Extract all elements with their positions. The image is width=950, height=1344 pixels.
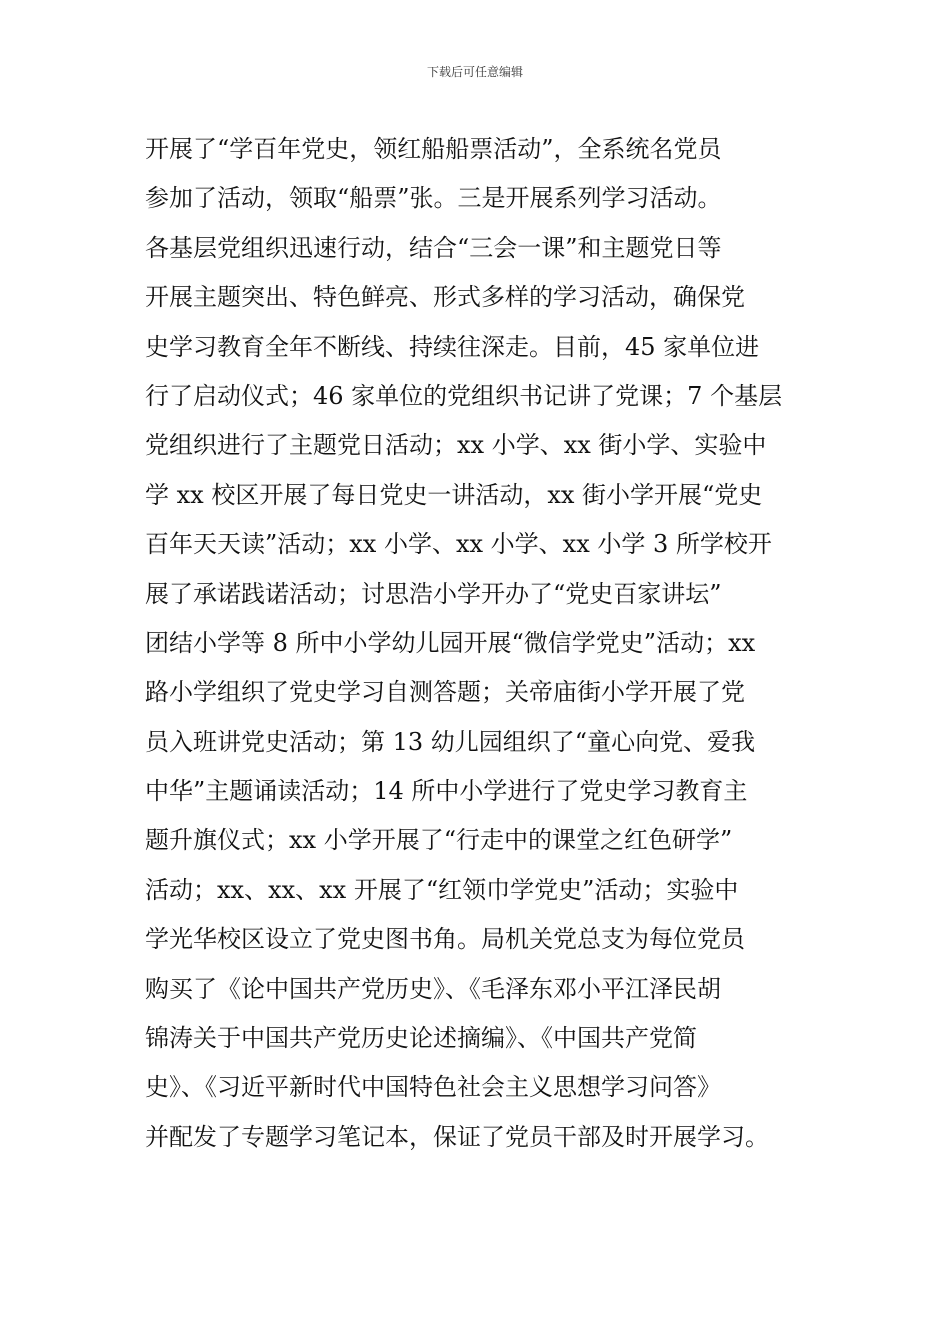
body-line: 活动；xx、xx、xx 开展了“红领巾学党史”活动；实验中 — [145, 875, 739, 904]
body-line: 并配发了专题学习笔记本，保证了党员干部及时开展学习。 — [145, 1122, 769, 1151]
body-line: 学 xx 校区开展了每日党史一讲活动，xx 街小学开展“党史 — [145, 480, 763, 509]
body-line: 各基层党组织迅速行动，结合“三会一课”和主题党日等 — [145, 233, 722, 262]
body-line: 党组织进行了主题党日活动；xx 小学、xx 街小学、实验中 — [145, 431, 767, 460]
page-header-note: 下载后可任意编辑 — [426, 65, 523, 79]
body-line: 开展了“学百年党史，领红船船票活动”，全系统名党员 — [145, 135, 722, 163]
body-line: 百年天天读”活动；xx 小学、xx 小学、xx 小学 3 所学校开 — [145, 530, 772, 559]
body-line: 史》、《习近平新时代中国特色社会主义思想学习问答》 — [145, 1073, 721, 1102]
body-line: 展了承诺践诺活动；讨思浩小学开办了“党史百家讲坛” — [145, 579, 722, 608]
body-line: 团结小学等 8 所中小学幼儿园开展“微信学党史”活动；xx — [145, 628, 756, 657]
body-line: 购买了《论中国共产党历史》、《毛泽东邓小平江泽民胡 — [145, 974, 721, 1003]
body-line: 员入班讲党史活动；第 13 幼儿园组织了“童心向党、爱我 — [145, 727, 756, 756]
body-line: 参加了活动，领取“船票”张。三是开展系列学习活动。 — [145, 184, 722, 213]
body-line: 题升旗仪式；xx 小学开展了“行走中的课堂之红色研学” — [145, 826, 733, 855]
body-line: 中华”主题诵读活动；14 所中小学进行了党史学习教育主 — [145, 777, 748, 806]
body-line: 行了启动仪式；46 家单位的党组织书记讲了党课；7 个基层 — [145, 381, 783, 410]
body-line: 锦涛关于中国共产党历史论述摘编》、《中国共产党简 — [145, 1024, 697, 1053]
body-line: 学光华校区设立了党史图书角。局机关党总支为每位党员 — [145, 925, 745, 954]
body-line: 史学习教育全年不断线、持续往深走。目前，45 家单位进 — [145, 332, 760, 361]
body-line: 开展主题突出、特色鲜亮、形式多样的学习活动，确保党 — [145, 283, 745, 312]
document-body — [145, 125, 815, 1162]
body-line: 路小学组织了党史学习自测答题；关帝庙街小学开展了党 — [145, 678, 745, 707]
